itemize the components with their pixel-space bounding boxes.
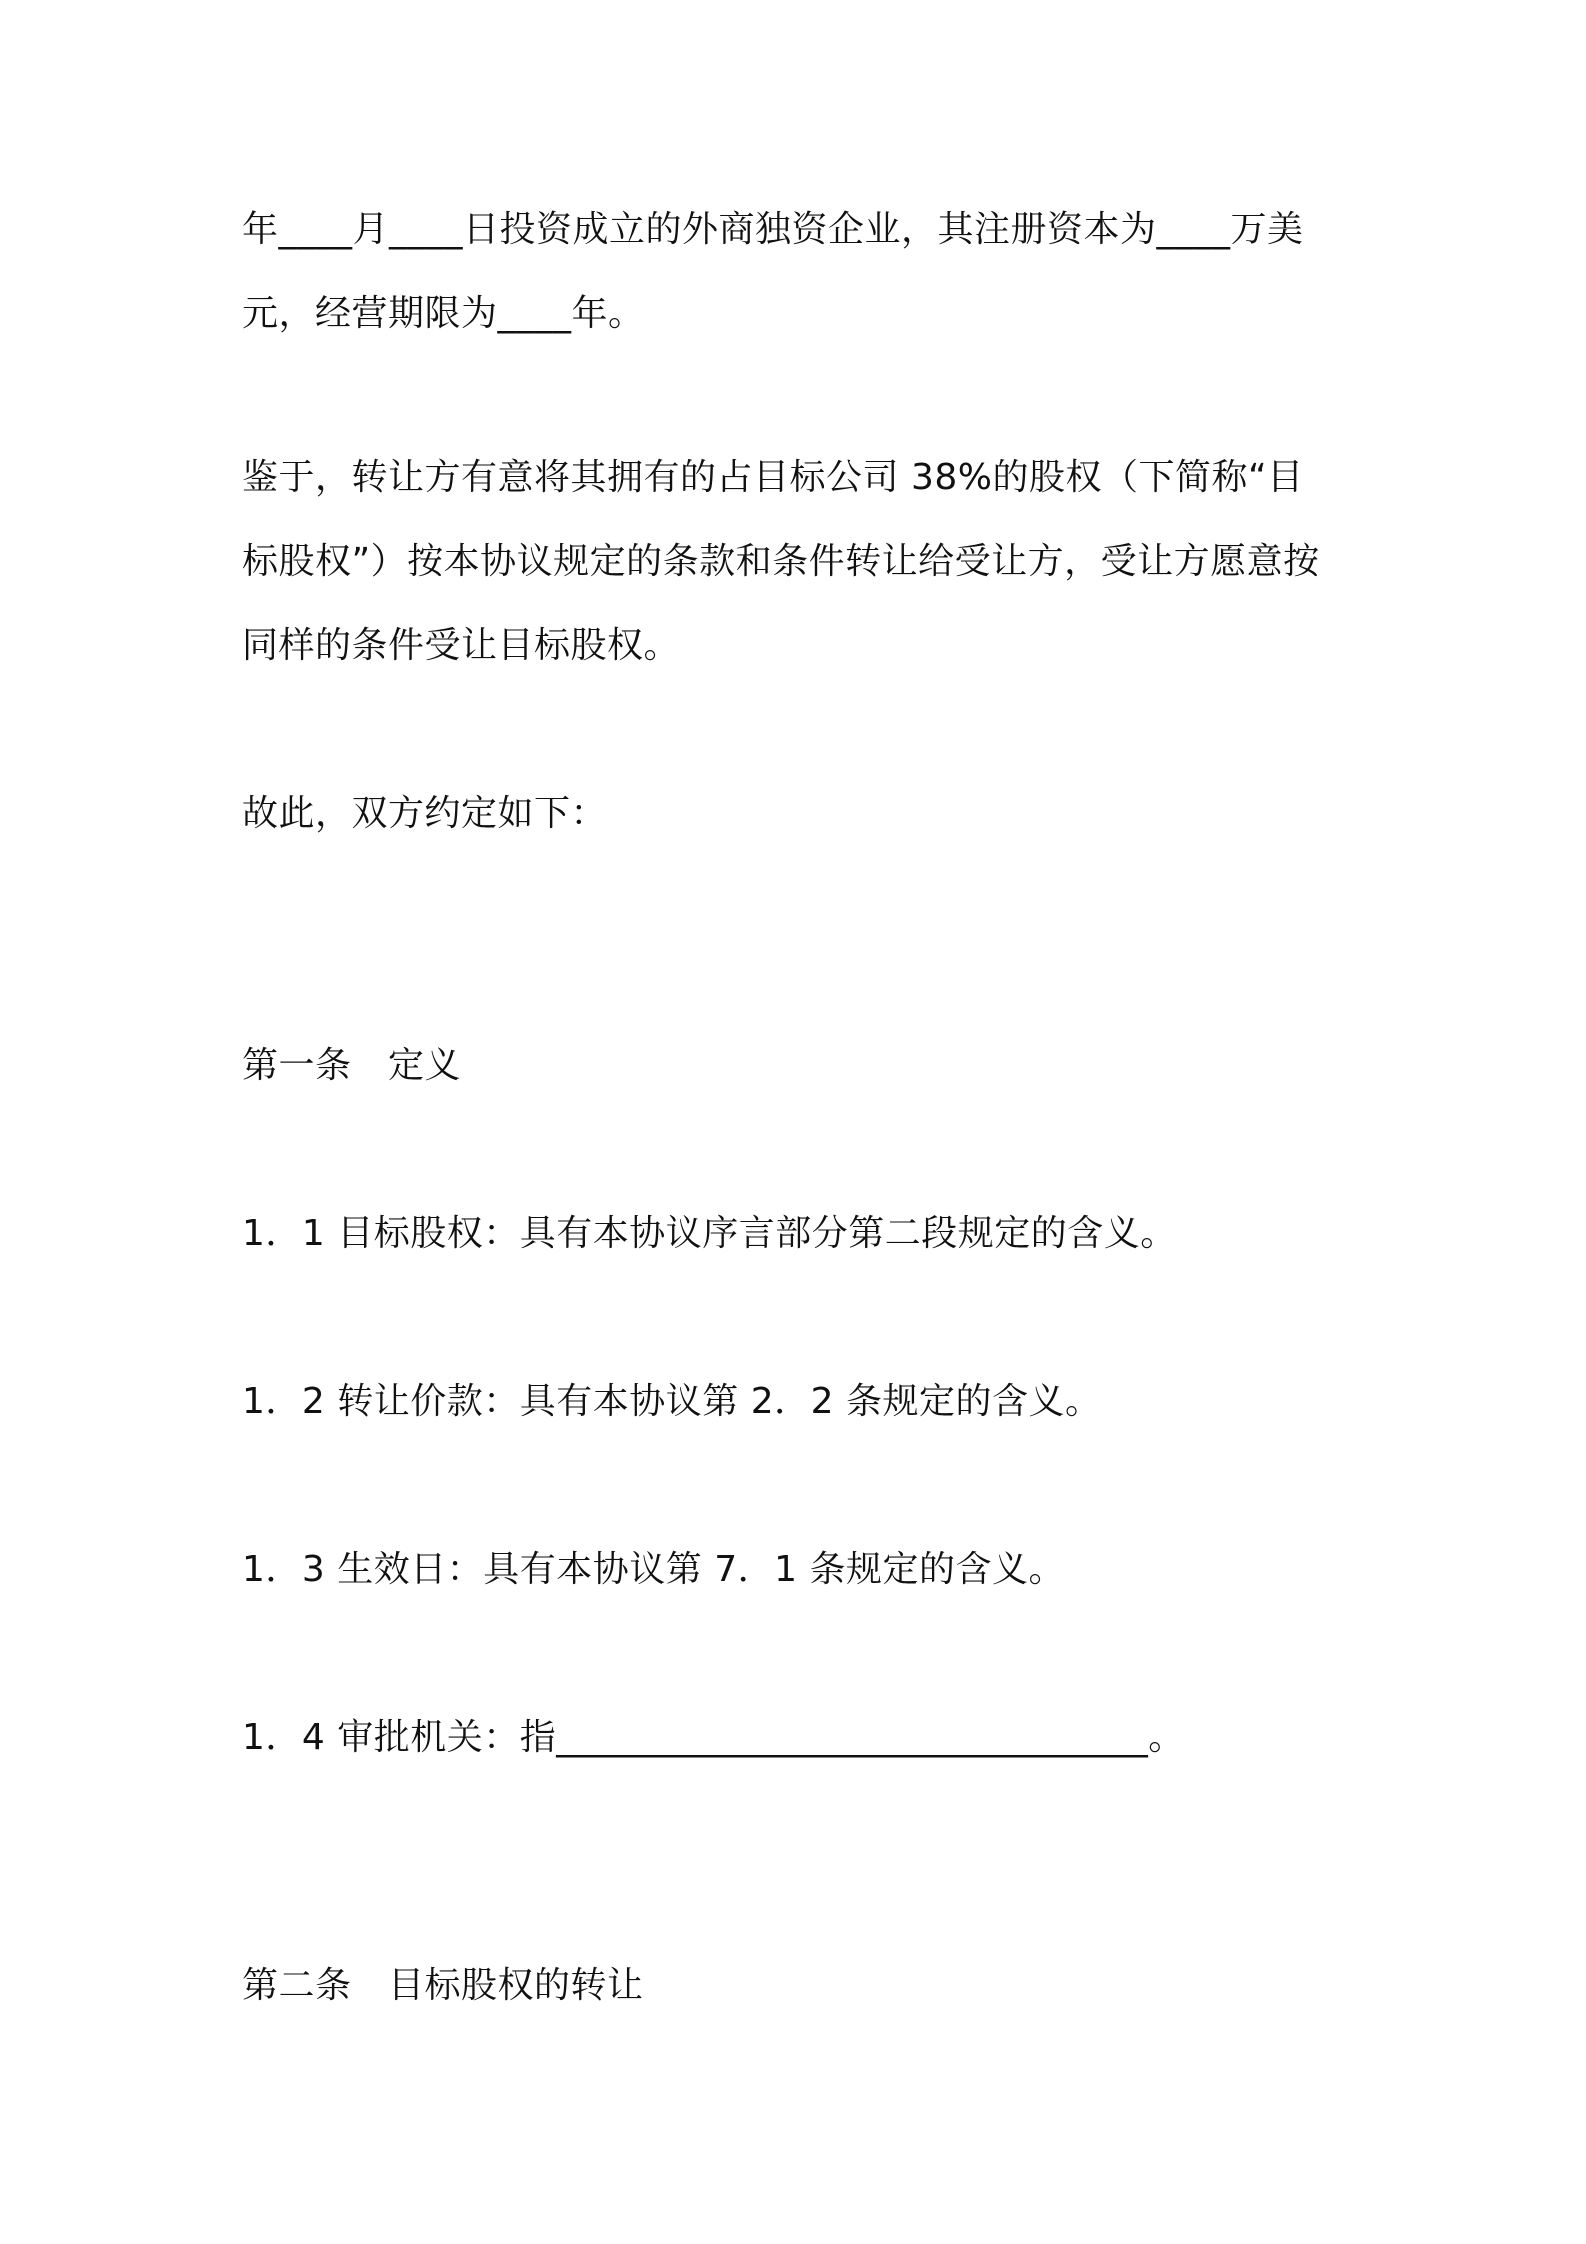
definition-item-1-2: 1．2 转让价款：具有本协议第 2．2 条规定的含义。 bbox=[242, 1381, 1102, 1422]
article-1-heading: 第一条 定义 bbox=[242, 1045, 462, 1086]
therefore-paragraph: 故此，双方约定如下： bbox=[242, 793, 608, 834]
intro-line-1: 年____月____日投资成立的外商独资企业，其注册资本为____万美 bbox=[242, 209, 1304, 250]
whereas-line-2: 标股权”）按本协议规定的条款和条件转让给受让方，受让方愿意按 bbox=[242, 541, 1320, 582]
article-2-heading: 第二条 目标股权的转让 bbox=[242, 1965, 644, 2006]
definition-item-1-4: 1．4 审批机关：指________________________________。 bbox=[242, 1717, 1185, 1758]
intro-line-2: 元，经营期限为____年。 bbox=[242, 293, 645, 334]
whereas-line-1: 鉴于，转让方有意将其拥有的占目标公司 38%的股权（下简称“目 bbox=[242, 457, 1304, 498]
whereas-line-3: 同样的条件受让目标股权。 bbox=[242, 625, 681, 666]
definition-item-1-3: 1．3 生效日：具有本协议第 7．1 条规定的含义。 bbox=[242, 1549, 1065, 1590]
definition-item-1-1: 1．1 目标股权：具有本协议序言部分第二段规定的含义。 bbox=[242, 1213, 1177, 1254]
